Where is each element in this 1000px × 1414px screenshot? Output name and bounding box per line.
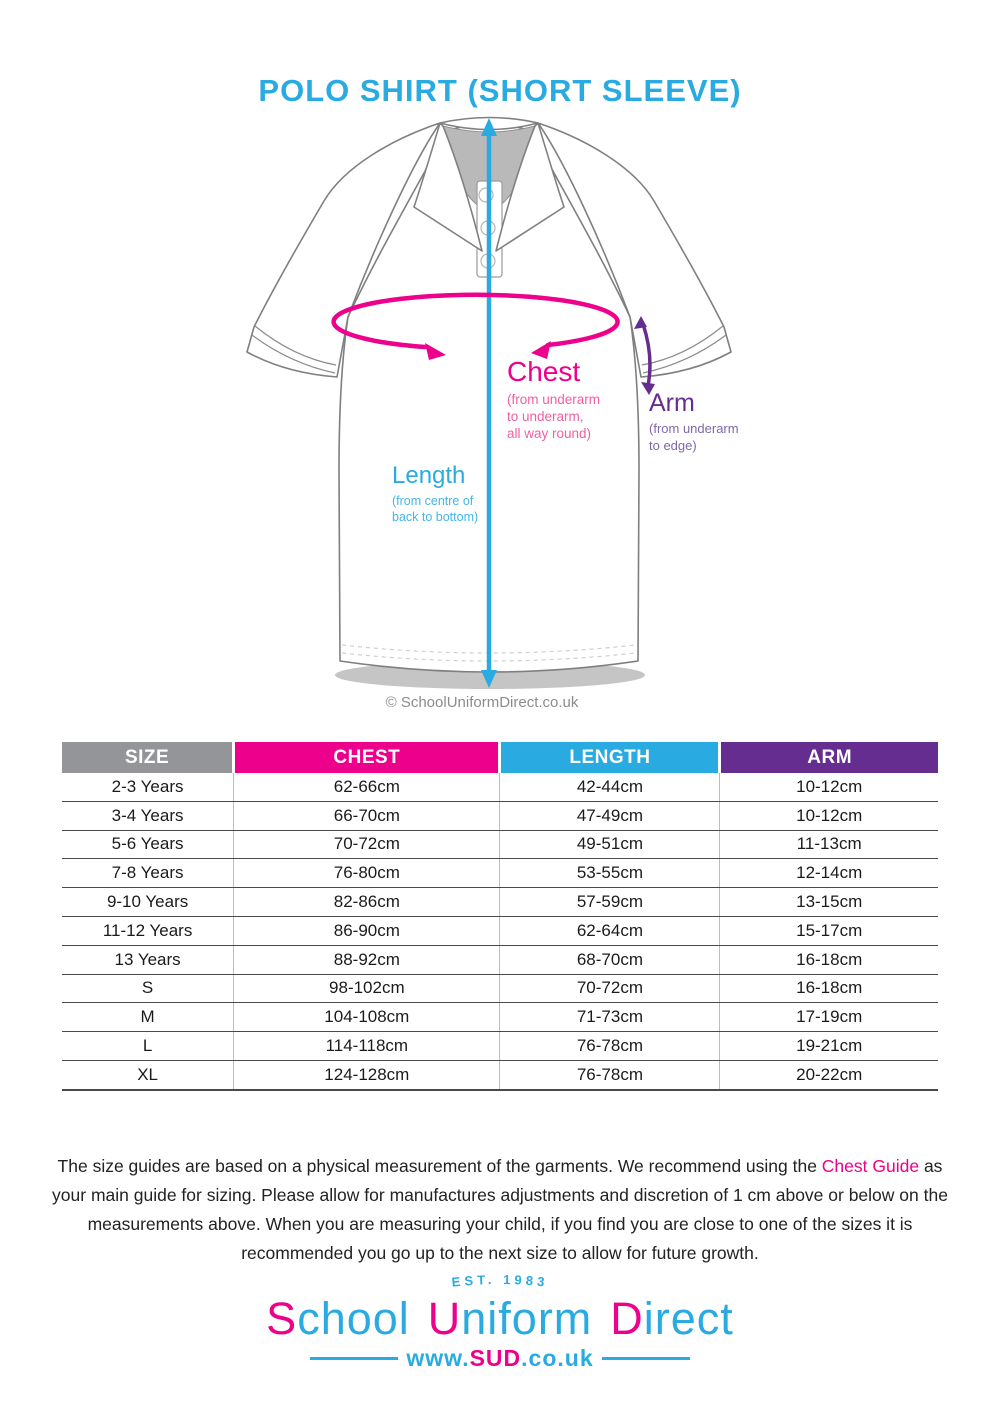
chest-cell: 98-102cm xyxy=(234,974,500,1003)
note-text: The size guides are based on a physical measurement of the garments. We recommend using the xyxy=(57,1155,822,1176)
table-row xyxy=(62,974,938,1003)
size-cell: 13 Years xyxy=(62,945,234,974)
length-cell: 71-73cm xyxy=(500,1003,720,1032)
size-cell: L xyxy=(62,1032,234,1061)
length-label-title: Length xyxy=(392,462,466,489)
size-cell: 7-8 Years xyxy=(62,859,234,888)
note-text: as your main guide for sizing. Please allow for manufactures adjustments and discretion of 1 cm above or below on the measurements above. When you are measuring your child, if you find you are close to one of the sizes it is recommended you go up to the next size to allow for future growth. xyxy=(52,1155,948,1263)
length-cell: 68-70cm xyxy=(500,945,720,974)
wordmark-letter: U xyxy=(427,1293,462,1344)
size-cell: 9-10 Years xyxy=(62,888,234,917)
chest-cell: 82-86cm xyxy=(234,888,500,917)
wordmark-letter: S xyxy=(266,1293,298,1344)
length-cell: 76-78cm xyxy=(500,1060,720,1089)
length-cell: 76-78cm xyxy=(500,1032,720,1061)
size-cell: 11-12 Years xyxy=(62,916,234,945)
page-title: POLO SHIRT (SHORT SLEEVE) xyxy=(258,72,742,108)
chest-label-sub: (from underarm xyxy=(507,392,601,407)
arm-label xyxy=(649,391,739,454)
arm-cell: 16-18cm xyxy=(720,945,938,974)
chest-label-sub: all way round) xyxy=(507,426,592,441)
arm-cell: 12-14cm xyxy=(720,859,938,888)
length-cell: 70-72cm xyxy=(500,974,720,1003)
table-row xyxy=(62,888,938,917)
arm-cell: 11-13cm xyxy=(720,830,938,859)
arm-label-sub: (from underarm xyxy=(649,421,739,436)
svg-text:EST. 1983 xyxy=(451,1272,549,1290)
length-label xyxy=(392,464,478,525)
table-row xyxy=(62,945,938,974)
size-cell: S xyxy=(62,974,234,1003)
arm-cell: 17-19cm xyxy=(720,1003,938,1032)
url-suffix: .co.uk xyxy=(521,1345,594,1371)
length-cell: 53-55cm xyxy=(500,859,720,888)
arm-cell: 13-15cm xyxy=(720,888,938,917)
size-cell: 5-6 Years xyxy=(62,830,234,859)
col-header-chest: CHEST xyxy=(234,742,500,773)
length-cell: 47-49cm xyxy=(500,801,720,830)
length-cell: 49-51cm xyxy=(500,830,720,859)
table-row xyxy=(62,1032,938,1061)
chest-label-sub: to underarm, xyxy=(507,409,584,424)
size-cell: 2-3 Years xyxy=(62,773,234,801)
chest-cell: 114-118cm xyxy=(234,1032,500,1061)
arm-cell: 19-21cm xyxy=(720,1032,938,1061)
arm-cell: 16-18cm xyxy=(720,974,938,1003)
table-row xyxy=(62,830,938,859)
chest-cell: 70-72cm xyxy=(234,830,500,859)
url-rule-right xyxy=(602,1357,690,1360)
chest-cell: 88-92cm xyxy=(234,945,500,974)
est-1983-text: EST. 1983 xyxy=(450,1271,550,1290)
chest-cell: 66-70cm xyxy=(234,801,500,830)
brand-logo xyxy=(0,1270,1000,1372)
arm-label-title: Arm xyxy=(649,389,695,417)
arm-label-sub: to edge) xyxy=(649,437,697,453)
table-row xyxy=(62,773,938,801)
sizing-note xyxy=(50,1152,950,1268)
copyright-text: © SchoolUniformDirect.co.uk xyxy=(385,694,579,711)
chest-cell: 76-80cm xyxy=(234,859,500,888)
brand-url-row xyxy=(0,1345,1000,1372)
chest-guide-highlight: Chest Guide xyxy=(821,1155,920,1176)
table-header-row xyxy=(62,742,938,773)
url-sud: SUD xyxy=(469,1345,522,1371)
brand-url xyxy=(406,1345,593,1372)
url-www: www. xyxy=(406,1345,470,1371)
col-header-size: SIZE xyxy=(62,742,234,773)
arm-cell: 10-12cm xyxy=(720,801,938,830)
brand-wordmark xyxy=(0,1293,1000,1344)
wordmark-text: niform xyxy=(461,1293,593,1344)
arm-cell: 20-22cm xyxy=(720,1060,938,1089)
table-row xyxy=(62,801,938,830)
chest-cell: 86-90cm xyxy=(234,916,500,945)
size-table xyxy=(62,742,938,1091)
chest-cell: 104-108cm xyxy=(234,1003,500,1032)
chest-label xyxy=(507,358,600,442)
size-cell: XL xyxy=(62,1060,234,1089)
url-rule-left xyxy=(310,1357,398,1360)
length-cell: 42-44cm xyxy=(500,773,720,801)
length-cell: 62-64cm xyxy=(500,916,720,945)
wordmark-text: irect xyxy=(643,1293,734,1344)
length-cell: 57-59cm xyxy=(500,888,720,917)
table-row xyxy=(62,916,938,945)
wordmark-text: chool xyxy=(297,1293,410,1344)
col-header-arm: ARM xyxy=(720,742,938,773)
chest-cell: 124-128cm xyxy=(234,1060,500,1089)
arm-cell: 10-12cm xyxy=(720,773,938,801)
table-row xyxy=(62,1060,938,1089)
table-row xyxy=(62,1003,938,1032)
size-cell: 3-4 Years xyxy=(62,801,234,830)
arm-cell: 15-17cm xyxy=(720,916,938,945)
chest-label-title: Chest xyxy=(507,356,581,387)
table-row xyxy=(62,859,938,888)
chest-cell: 62-66cm xyxy=(234,773,500,801)
length-label-sub: (from centre of xyxy=(392,494,474,508)
length-label-sub: back to bottom) xyxy=(392,510,479,524)
size-cell: M xyxy=(62,1003,234,1032)
size-table-body xyxy=(62,773,938,1090)
col-header-length: LENGTH xyxy=(500,742,720,773)
wordmark-letter: D xyxy=(610,1293,644,1344)
